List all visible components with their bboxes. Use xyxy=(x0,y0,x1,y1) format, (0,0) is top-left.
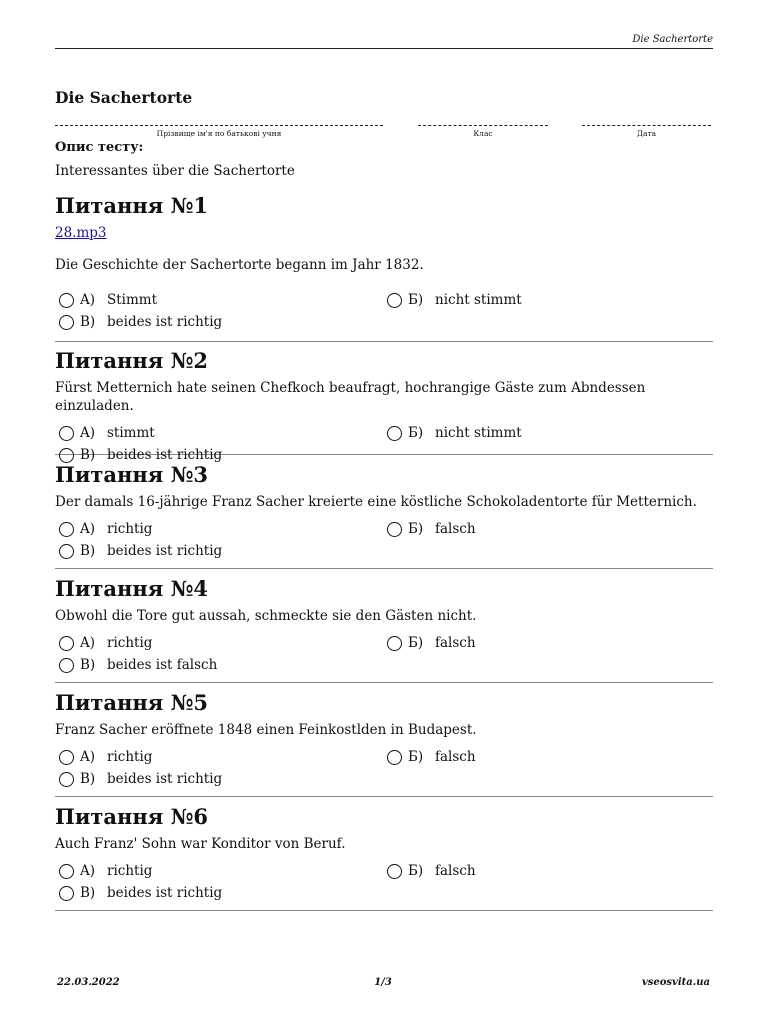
radio-button[interactable] xyxy=(387,864,402,879)
radio-button[interactable] xyxy=(59,544,74,559)
option-c[interactable] xyxy=(59,655,217,675)
radio-button[interactable] xyxy=(59,315,74,330)
option-a[interactable] xyxy=(59,423,155,443)
option-letter: B) xyxy=(80,314,96,330)
option-letter: A) xyxy=(80,521,96,537)
radio-button[interactable] xyxy=(387,522,402,537)
option-letter: A) xyxy=(80,635,96,651)
running-header: Die Sachertorte xyxy=(632,34,713,45)
option-label: falsch xyxy=(435,863,476,879)
option-c[interactable] xyxy=(59,883,222,903)
radio-button[interactable] xyxy=(387,293,402,308)
date-line xyxy=(582,117,711,126)
description-text: Interessantes über die Sachertorte xyxy=(55,163,295,179)
question-title: Питання №2 xyxy=(55,348,209,373)
option-label: nicht stimmt xyxy=(435,292,522,308)
question-text: Der damals 16-jährige Franz Sacher kreierte eine köstliche Schokoladentorte für Metternich. xyxy=(55,494,697,510)
audio-link[interactable]: 28.mp3 xyxy=(55,225,107,241)
option-label: beides ist richtig xyxy=(107,771,223,787)
option-label: richtig xyxy=(107,749,153,765)
option-label: richtig xyxy=(107,635,153,651)
radio-button[interactable] xyxy=(59,658,74,673)
option-c[interactable] xyxy=(59,541,222,561)
option-letter: Б) xyxy=(408,749,424,765)
option-b[interactable] xyxy=(387,290,522,310)
radio-button[interactable] xyxy=(59,864,74,879)
option-b[interactable] xyxy=(387,633,476,653)
question-text: Fürst Metternich hate seinen Chefkoch beaufragt, hochrangige Gäste zum Abndessen einzuladen. xyxy=(55,380,646,414)
option-a[interactable] xyxy=(59,633,152,653)
header-rule xyxy=(55,48,713,49)
options-group xyxy=(55,423,713,467)
option-a[interactable] xyxy=(59,290,157,310)
question-title: Питання №6 xyxy=(55,804,209,829)
radio-button[interactable] xyxy=(59,448,74,463)
question-4 xyxy=(55,576,713,683)
class-field[interactable] xyxy=(418,117,548,138)
option-letter: B) xyxy=(80,885,96,901)
option-letter: B) xyxy=(80,771,96,787)
student-name-label: Прізвище ім'я по батькові учня xyxy=(156,129,282,138)
question-5 xyxy=(55,690,713,797)
option-letter: Б) xyxy=(408,635,424,651)
option-letter: A) xyxy=(80,292,96,308)
test-title: Die Sachertorte xyxy=(55,88,193,107)
date-field[interactable] xyxy=(582,117,711,138)
footer-date: 22.03.2022 xyxy=(57,977,120,988)
option-letter: A) xyxy=(80,863,96,879)
option-label: beides ist richtig xyxy=(107,447,223,463)
option-letter: B) xyxy=(80,543,96,559)
option-letter: A) xyxy=(80,425,96,441)
question-title: Питання №5 xyxy=(55,690,209,715)
document-page xyxy=(55,0,713,1024)
option-letter: B) xyxy=(80,657,96,673)
question-title: Питання №1 xyxy=(55,193,209,218)
option-letter: A) xyxy=(80,749,96,765)
question-text: Obwohl die Tore gut aussah, schmeckte sie den Gästen nicht. xyxy=(55,608,477,624)
option-letter: Б) xyxy=(408,425,424,441)
option-b[interactable] xyxy=(387,747,476,767)
question-6 xyxy=(55,804,713,911)
radio-button[interactable] xyxy=(59,522,74,537)
question-title: Питання №4 xyxy=(55,576,209,601)
radio-button[interactable] xyxy=(59,886,74,901)
option-b[interactable] xyxy=(387,519,476,539)
options-group xyxy=(55,633,713,677)
radio-button[interactable] xyxy=(387,636,402,651)
question-text: Die Geschichte der Sachertorte begann im Jahr 1832. xyxy=(55,257,424,273)
class-label: Клас xyxy=(473,129,493,138)
option-label: falsch xyxy=(435,521,476,537)
option-label: nicht stimmt xyxy=(435,425,522,441)
radio-button[interactable] xyxy=(59,426,74,441)
option-label: beides ist richtig xyxy=(107,885,223,901)
option-letter: B) xyxy=(80,447,96,463)
option-letter: Б) xyxy=(408,863,424,879)
option-letter: Б) xyxy=(408,292,424,308)
option-letter: Б) xyxy=(408,521,424,537)
option-b[interactable] xyxy=(387,861,476,881)
student-name-line xyxy=(55,117,383,126)
date-label: Дата xyxy=(636,129,657,138)
option-label: richtig xyxy=(107,521,153,537)
option-label: richtig xyxy=(107,863,153,879)
question-text: Franz Sacher eröffnete 1848 einen Feinkostlden in Budapest. xyxy=(55,722,477,738)
option-label: Stimmt xyxy=(107,292,158,308)
class-line xyxy=(418,117,548,126)
radio-button[interactable] xyxy=(387,426,402,441)
options-group xyxy=(55,290,713,334)
options-group xyxy=(55,861,713,905)
option-c[interactable] xyxy=(59,312,222,332)
footer-site[interactable]: vseosvita.ua xyxy=(641,977,710,988)
question-2 xyxy=(55,348,713,463)
radio-button[interactable] xyxy=(59,772,74,787)
option-a[interactable] xyxy=(59,519,152,539)
option-a[interactable] xyxy=(59,747,152,767)
option-c[interactable] xyxy=(59,769,222,789)
footer-page-number: 1/3 xyxy=(374,977,392,988)
options-group xyxy=(55,519,713,563)
question-3 xyxy=(55,462,713,569)
option-label: beides ist richtig xyxy=(107,543,223,559)
question-1 xyxy=(55,193,713,342)
option-label: falsch xyxy=(435,635,476,651)
radio-button[interactable] xyxy=(59,636,74,651)
option-b[interactable] xyxy=(387,423,522,443)
option-label: stimmt xyxy=(107,425,155,441)
question-text: Auch Franz' Sohn war Konditor von Beruf. xyxy=(55,836,346,852)
option-a[interactable] xyxy=(59,861,152,881)
option-label: beides ist richtig xyxy=(107,314,223,330)
student-name-field[interactable] xyxy=(55,117,383,138)
radio-button[interactable] xyxy=(387,750,402,765)
radio-button[interactable] xyxy=(59,750,74,765)
description-label: Опис тесту: xyxy=(55,140,144,155)
question-title: Питання №3 xyxy=(55,462,209,487)
radio-button[interactable] xyxy=(59,293,74,308)
option-label: falsch xyxy=(435,749,476,765)
option-label: beides ist falsch xyxy=(107,657,218,673)
options-group xyxy=(55,747,713,791)
